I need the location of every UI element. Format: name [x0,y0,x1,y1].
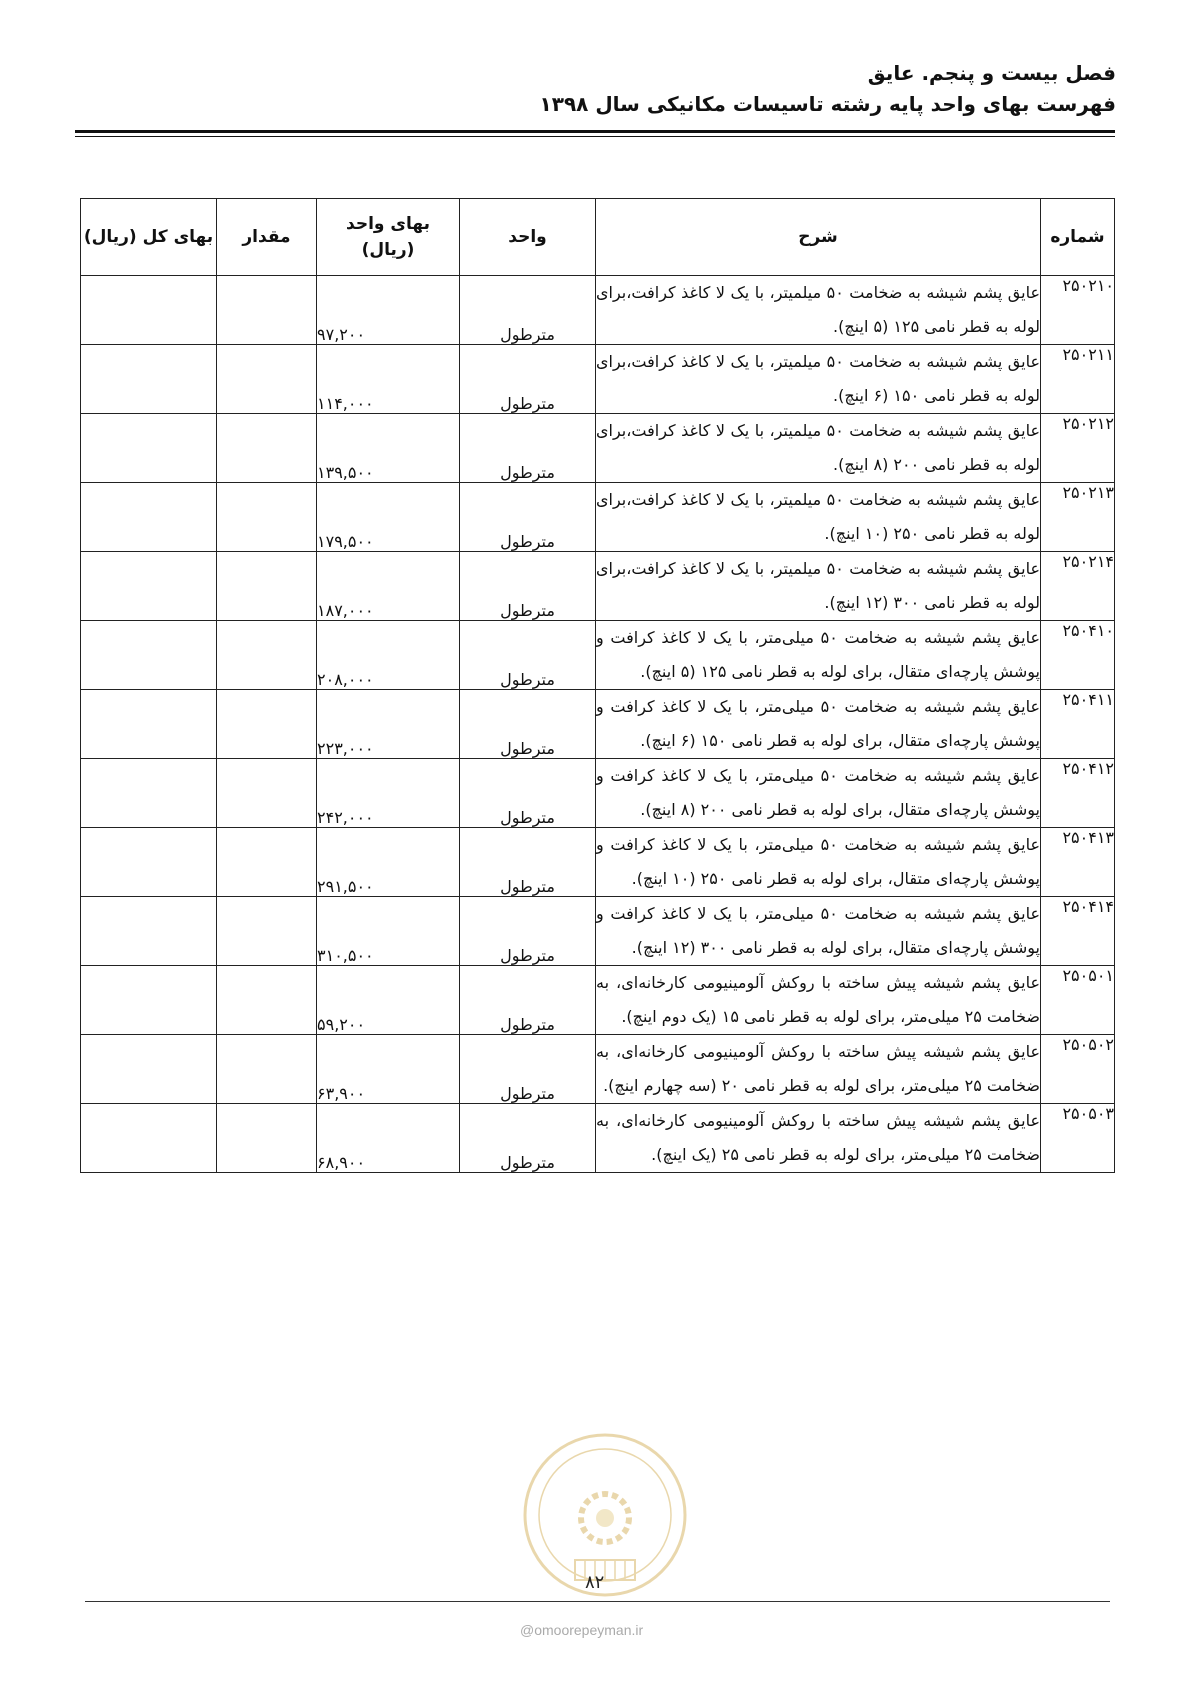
row-total [81,483,217,552]
table-row [81,966,1115,1035]
row-total [81,276,217,345]
row-code: ۲۵۰۵۰۲ [1041,1035,1115,1104]
row-unit-price: ۹۷,۲۰۰ [317,276,460,345]
table-row [81,276,1115,345]
table-row [81,690,1115,759]
row-description: عایق پشم شیشه به ضخامت ۵۰ میلی‌متر، با یک لا کاغذ کرافت و پوشش پارچه‌ای متقال، برای لوله به قطر نامی ۲۵۰ (۱۰ اینچ). [596,828,1041,897]
row-quantity [217,621,317,690]
row-unit-price: ۱۱۴,۰۰۰ [317,345,460,414]
table-row [81,897,1115,966]
row-quantity [217,1035,317,1104]
document-subtitle: فهرست بهای واحد پایه رشته تاسیسات مکانیکی سال ۱۳۹۸ [539,92,1116,116]
row-unit-price: ۶۳,۹۰۰ [317,1035,460,1104]
row-quantity [217,966,317,1035]
row-total [81,828,217,897]
row-total [81,897,217,966]
header-rule-thick [75,130,1115,133]
table-row [81,1035,1115,1104]
row-description: عایق پشم شیشه به ضخامت ۵۰ میلی‌متر، با یک لا کاغذ کرافت و پوشش پارچه‌ای متقال، برای لوله به قطر نامی ۱۲۵ (۵ اینچ). [596,621,1041,690]
row-total [81,690,217,759]
row-unit: مترطول [460,828,596,897]
row-unit: مترطول [460,1035,596,1104]
row-quantity [217,759,317,828]
row-unit: مترطول [460,276,596,345]
row-total [81,621,217,690]
header-description: شرح [596,199,1041,276]
row-description: عایق پشم شیشه به ضخامت ۵۰ میلمیتر، با یک لا کاغذ کرافت،برای لوله به قطر نامی ۱۵۰ (۶ اینچ). [596,345,1041,414]
row-total [81,552,217,621]
row-unit-price: ۲۲۳,۰۰۰ [317,690,460,759]
row-unit: مترطول [460,759,596,828]
row-unit: مترطول [460,414,596,483]
row-code: ۲۵۰۲۱۱ [1041,345,1115,414]
row-description: عایق پشم شیشه به ضخامت ۵۰ میلمیتر، با یک لا کاغذ کرافت،برای لوله به قطر نامی ۳۰۰ (۱۲ اینچ). [596,552,1041,621]
row-description: عایق پشم شیشه به ضخامت ۵۰ میلی‌متر، با یک لا کاغذ کرافت و پوشش پارچه‌ای متقال، برای لوله به قطر نامی ۱۵۰ (۶ اینچ). [596,690,1041,759]
row-description: عایق پشم شیشه پیش ساخته با روکش آلومینیومی کارخانه‌ای، به ضخامت ۲۵ میلی‌متر، برای لوله به قطر نامی ۱۵ (یک دوم اینچ). [596,966,1041,1035]
page-header [76,58,1116,120]
table-row [81,621,1115,690]
table-row [81,828,1115,897]
row-unit-price: ۱۷۹,۵۰۰ [317,483,460,552]
header-unit-price [317,199,460,276]
header-unit-price-label: بهای واحد [346,214,430,234]
row-unit: مترطول [460,690,596,759]
row-code: ۲۵۰۵۰۱ [1041,966,1115,1035]
row-total [81,759,217,828]
row-quantity [217,345,317,414]
row-unit-price: ۱۸۷,۰۰۰ [317,552,460,621]
website-watermark: @omoorepeyman.ir [520,1622,644,1638]
row-description: عایق پشم شیشه به ضخامت ۵۰ میلی‌متر، با یک لا کاغذ کرافت و پوشش پارچه‌ای متقال، برای لوله به قطر نامی ۳۰۰ (۱۲ اینچ). [596,897,1041,966]
row-total [81,1104,217,1173]
row-total [81,966,217,1035]
row-description: عایق پشم شیشه به ضخامت ۵۰ میلمیتر، با یک لا کاغذ کرافت،برای لوله به قطر نامی ۲۰۰ (۸ اینچ). [596,414,1041,483]
row-code: ۲۵۰۴۱۳ [1041,828,1115,897]
row-description: عایق پشم شیشه پیش ساخته با روکش آلومینیومی کارخانه‌ای، به ضخامت ۲۵ میلی‌متر، برای لوله به قطر نامی ۲۵ (یک اینچ). [596,1104,1041,1173]
row-code: ۲۵۰۵۰۳ [1041,1104,1115,1173]
row-unit-price: ۶۸,۹۰۰ [317,1104,460,1173]
row-description: عایق پشم شیشه پیش ساخته با روکش آلومینیومی کارخانه‌ای، به ضخامت ۲۵ میلی‌متر، برای لوله به قطر نامی ۲۰ (سه چهارم اینچ). [596,1035,1041,1104]
table-header-row [81,199,1115,276]
row-unit: مترطول [460,966,596,1035]
row-unit-price: ۳۱۰,۵۰۰ [317,897,460,966]
row-description: عایق پشم شیشه به ضخامت ۵۰ میلمیتر، با یک لا کاغذ کرافت،برای لوله به قطر نامی ۲۵۰ (۱۰ اینچ). [596,483,1041,552]
header-unit-price-currency: (ریال) [361,240,415,260]
row-quantity [217,552,317,621]
header-quantity: مقدار [217,199,317,276]
header-code: شماره [1041,199,1115,276]
header-total-price: بهای کل (ریال) [81,199,217,276]
table-row [81,483,1115,552]
row-quantity [217,276,317,345]
header-rule-thin [75,136,1115,137]
row-unit: مترطول [460,345,596,414]
row-total [81,345,217,414]
row-quantity [217,414,317,483]
row-code: ۲۵۰۲۱۳ [1041,483,1115,552]
row-unit-price: ۲۴۲,۰۰۰ [317,759,460,828]
row-quantity [217,1104,317,1173]
footer-rule [85,1601,1110,1602]
row-total [81,414,217,483]
row-code: ۲۵۰۲۱۲ [1041,414,1115,483]
row-unit: مترطول [460,483,596,552]
table-row [81,345,1115,414]
row-unit: مترطول [460,1104,596,1173]
table-row [81,1104,1115,1173]
row-unit-price: ۲۰۸,۰۰۰ [317,621,460,690]
row-code: ۲۵۰۴۱۴ [1041,897,1115,966]
row-unit-price: ۲۹۱,۵۰۰ [317,828,460,897]
row-code: ۲۵۰۴۱۲ [1041,759,1115,828]
watermark-seal-icon [520,1430,690,1600]
table-row [81,552,1115,621]
row-total [81,1035,217,1104]
row-unit-price: ۱۳۹,۵۰۰ [317,414,460,483]
chapter-title: فصل بیست و پنجم. عایق [867,61,1116,85]
price-list-table [80,198,1115,1173]
page-number: ۸۲ [585,1572,605,1593]
row-code: ۲۵۰۲۱۰ [1041,276,1115,345]
row-code: ۲۵۰۴۱۱ [1041,690,1115,759]
table-row [81,414,1115,483]
row-unit: مترطول [460,897,596,966]
row-quantity [217,483,317,552]
row-description: عایق پشم شیشه به ضخامت ۵۰ میلمیتر، با یک لا کاغذ کرافت،برای لوله به قطر نامی ۱۲۵ (۵ اینچ). [596,276,1041,345]
row-quantity [217,897,317,966]
row-quantity [217,828,317,897]
table-row [81,759,1115,828]
row-unit: مترطول [460,621,596,690]
row-code: ۲۵۰۴۱۰ [1041,621,1115,690]
header-unit: واحد [460,199,596,276]
row-quantity [217,690,317,759]
row-unit-price: ۵۹,۲۰۰ [317,966,460,1035]
row-unit: مترطول [460,552,596,621]
row-code: ۲۵۰۲۱۴ [1041,552,1115,621]
row-description: عایق پشم شیشه به ضخامت ۵۰ میلی‌متر، با یک لا کاغذ کرافت و پوشش پارچه‌ای متقال، برای لوله به قطر نامی ۲۰۰ (۸ اینچ). [596,759,1041,828]
